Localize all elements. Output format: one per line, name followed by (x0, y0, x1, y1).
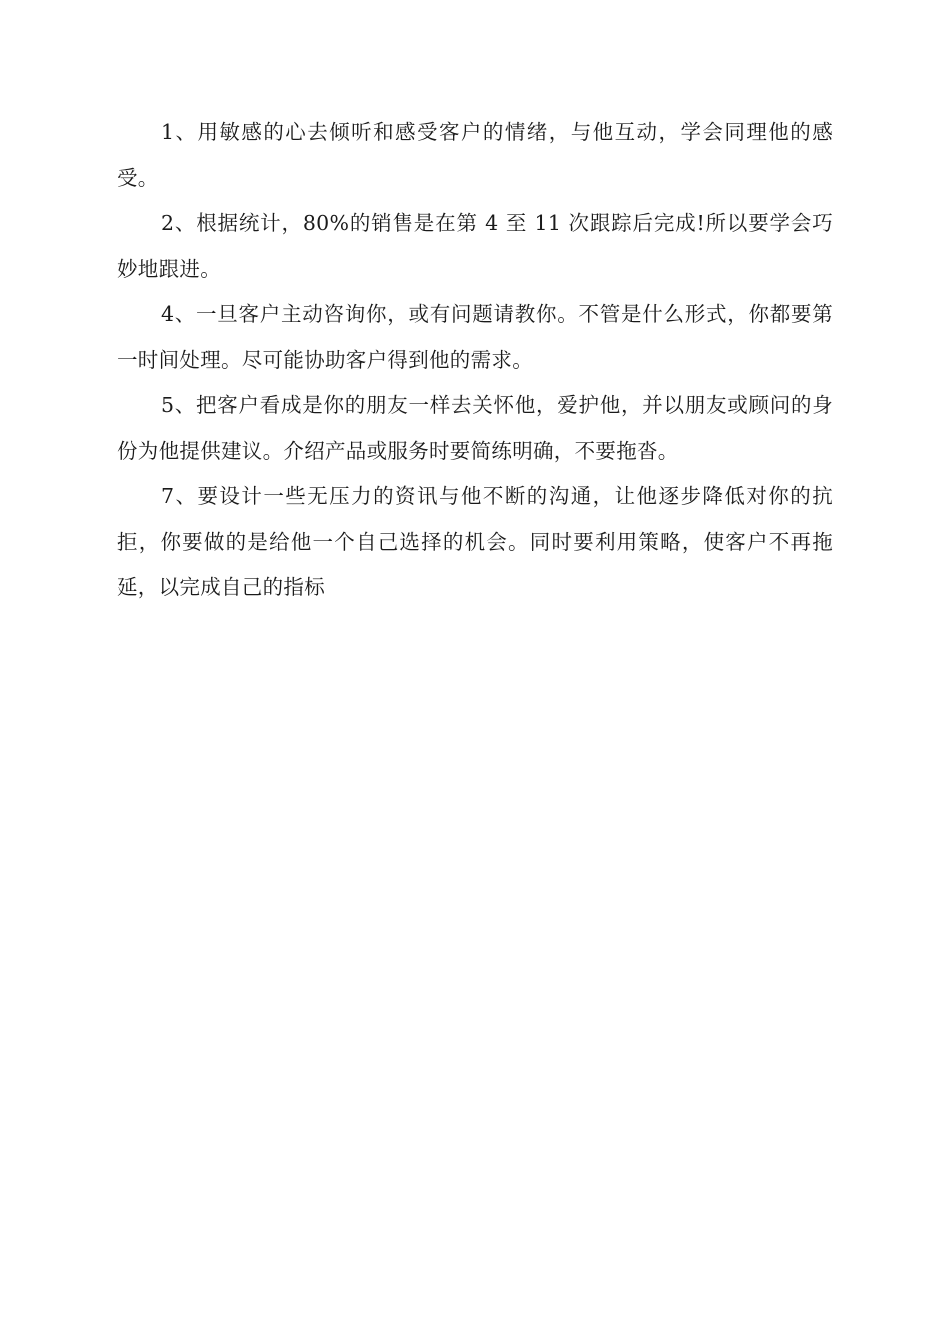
paragraph-1: 1、用敏感的心去倾听和感受客户的情绪，与他互动，学会同理他的感受。 (117, 120, 833, 190)
paragraph-4: 5、把客户看成是你的朋友一样去关怀他，爱护他，并以朋友或顾问的身份为他提供建议。介绍产品或服务时要简练明确，不要拖沓。 (117, 393, 833, 463)
document-body (117, 110, 833, 611)
paragraph-2: 2、根据统计，80%的销售是在第 4 至 11 次跟踪后完成!所以要学会巧妙地跟进。 (117, 211, 833, 281)
paragraph-3: 4、一旦客户主动咨询你，或有问题请教你。不管是什么形式，你都要第一时间处理。尽可能协助客户得到他的需求。 (117, 302, 833, 372)
paragraph-5: 7、要设计一些无压力的资讯与他不断的沟通，让他逐步降低对你的抗拒，你要做的是给他一个自己选择的机会。同时要利用策略，使客户不再拖延，以完成自己的指标 (117, 484, 833, 599)
